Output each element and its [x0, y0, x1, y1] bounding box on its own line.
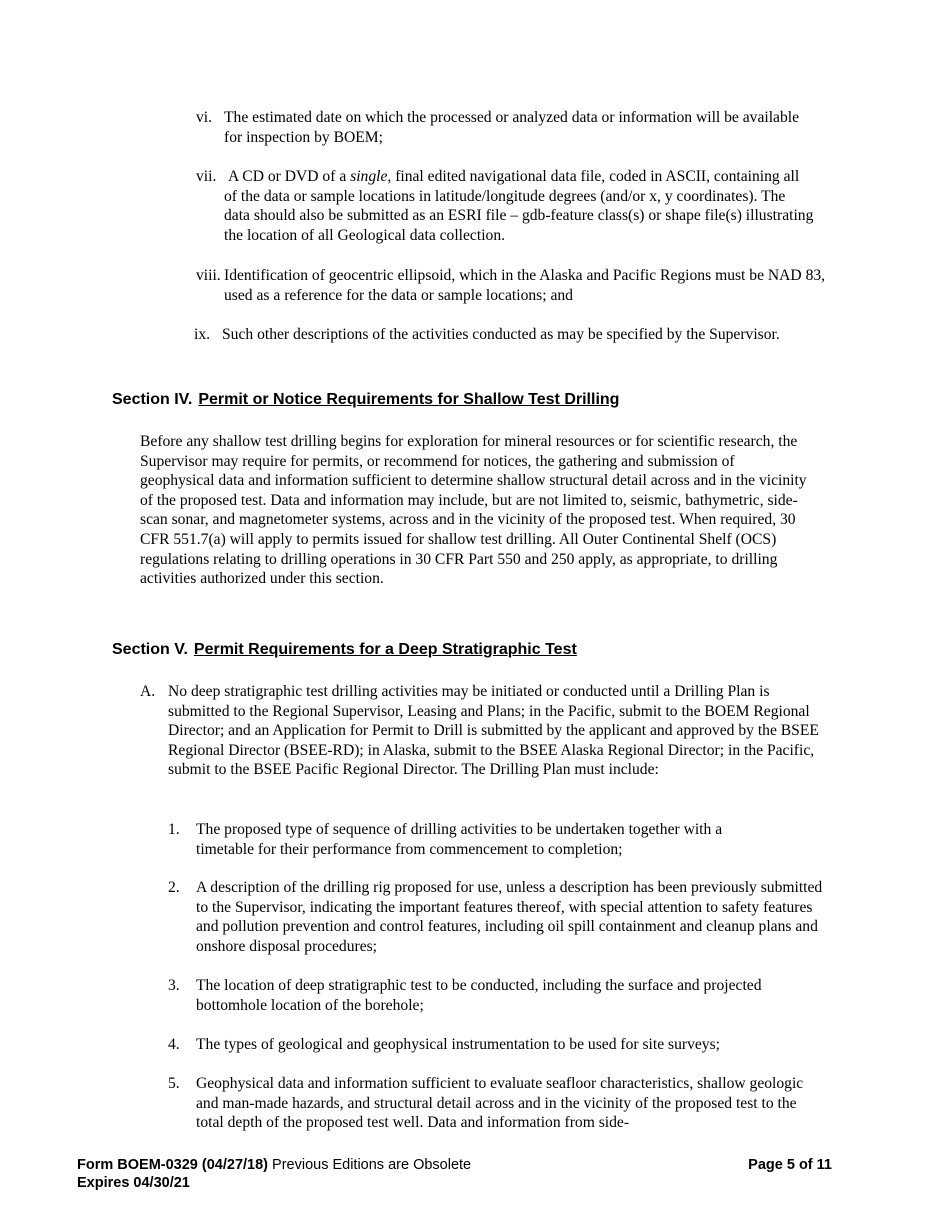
- list-item-4: [168, 1035, 830, 1055]
- list-text: [224, 167, 814, 245]
- list-text: The estimated date on which the processed or analyzed data or information will be available for inspection by BOEM;: [224, 109, 800, 146]
- editions-note: Previous Editions are Obsolete: [272, 1157, 472, 1173]
- list-text: The types of geological and geophysical instrumentation to be used for site surveys;: [196, 1036, 720, 1053]
- page-number: Page 5 of 11: [748, 1157, 832, 1173]
- list-number: 4.: [168, 1036, 180, 1053]
- list-number: 3.: [168, 977, 180, 994]
- footer-form-info: [77, 1156, 471, 1174]
- list-text: The location of deep stratigraphic test to be conducted, including the surface and projected bottomhole location of the borehole;: [196, 977, 762, 1014]
- list-number: viii.: [196, 267, 221, 284]
- section-label: Section IV.: [112, 391, 193, 408]
- list-text: Identification of geocentric ellipsoid, which in the Alaska and Pacific Regions must be NAD 83, used as a reference for the data or sample locations; and: [224, 267, 826, 304]
- list-text: A description of the drilling rig proposed for use, unless a description has been previously submitted to the Supervisor, indicating the important features thereof, with special attention to safety features and pollution prevention and control features, including oil spill containment and cleanup plans and onshore disposal procedures;: [196, 879, 823, 955]
- list-item-ix: [194, 325, 814, 345]
- list-text: Such other descriptions of the activities conducted as may be specified by the Supervisor.: [222, 326, 780, 343]
- section-iv-heading: [112, 390, 619, 410]
- list-item-1: [168, 820, 830, 859]
- section-title: Permit or Notice Requirements for Shallow Test Drilling: [198, 391, 620, 408]
- footer-expires: [77, 1174, 190, 1192]
- section-label: Section V.: [112, 641, 188, 658]
- emphasis-single: single: [350, 168, 388, 185]
- expires-date: Expires 04/30/21: [77, 1175, 190, 1191]
- list-item-a: [140, 682, 820, 780]
- list-item-3: [168, 976, 830, 1015]
- list-text: Geophysical data and information sufficient to evaluate seafloor characteristics, shallow geologic and man-made hazards, and structural detail across and in the vicinity of the proposed test to the total depth of the proposed test well. Data and information from side-: [196, 1075, 804, 1132]
- list-text: No deep stratigraphic test drilling activities may be initiated or conducted until a Drilling Plan is submitted to the Regional Supervisor, Leasing and Plans; in the Pacific, submit to the BOEM Regional Director; and an Application for Permit to Drill is submitted by the applicant and approved by the BSEE Regional Director (BSEE-RD); in Alaska, submit to the BSEE Alaska Regional Director; in the Pacific, submit to the BSEE Pacific Regional Director. The Drilling Plan must include:: [168, 683, 819, 779]
- list-number: ix.: [194, 326, 211, 343]
- list-item-5: [168, 1074, 830, 1133]
- list-text: The proposed type of sequence of drilling activities to be undertaken together with a timetable for their performance from commencement to completion;: [196, 821, 723, 858]
- list-item-viii: [196, 266, 826, 305]
- list-item-vi: [196, 108, 816, 147]
- footer-page-number: [748, 1156, 832, 1174]
- form-id: Form BOEM-0329 (04/27/18): [77, 1157, 268, 1173]
- section-iv-body: Before any shallow test drilling begins for exploration for mineral resources or for scientific research, the Supervisor may require for permits, or recommend for notices, the gathering and submission of geophysical data and information sufficient to determine shallow structural detail across and in the vicinity of the proposed test. Data and information may include, but are not limited to, seismic, bathymetric, side-scan sonar, and magnetometer systems, across and in the vicinity of the proposed test. When required, 30 CFR 551.7(a) will apply to permits issued for shallow test drilling. All Outer Continental Shelf (OCS) regulations relating to drilling operations in 30 CFR Part 550 and 250 apply, as appropriate, to drilling activities authorized under this section.: [140, 433, 807, 588]
- list-number: 1.: [168, 821, 180, 838]
- list-text-post: , final edited navigational data file, coded in ASCII, containing all of the data or sample locations in latitude/longitude degrees (and/or x, y coordinates). The data should also be submitted as an ESRI file – gdb-feature class(s) or shape file(s) illustrating the location of all Geological data collection.: [224, 168, 814, 244]
- section-v-heading: [112, 640, 577, 660]
- list-number: 2.: [168, 879, 180, 896]
- list-item-vii: [196, 167, 820, 245]
- list-letter: A.: [140, 683, 156, 700]
- section-title: Permit Requirements for a Deep Stratigraphic Test: [193, 641, 577, 658]
- list-number: 5.: [168, 1075, 180, 1092]
- list-number: vii.: [196, 168, 217, 185]
- list-text-pre: A CD or DVD of a: [228, 168, 351, 185]
- list-number: vi.: [196, 109, 213, 126]
- list-item-2: [168, 878, 834, 956]
